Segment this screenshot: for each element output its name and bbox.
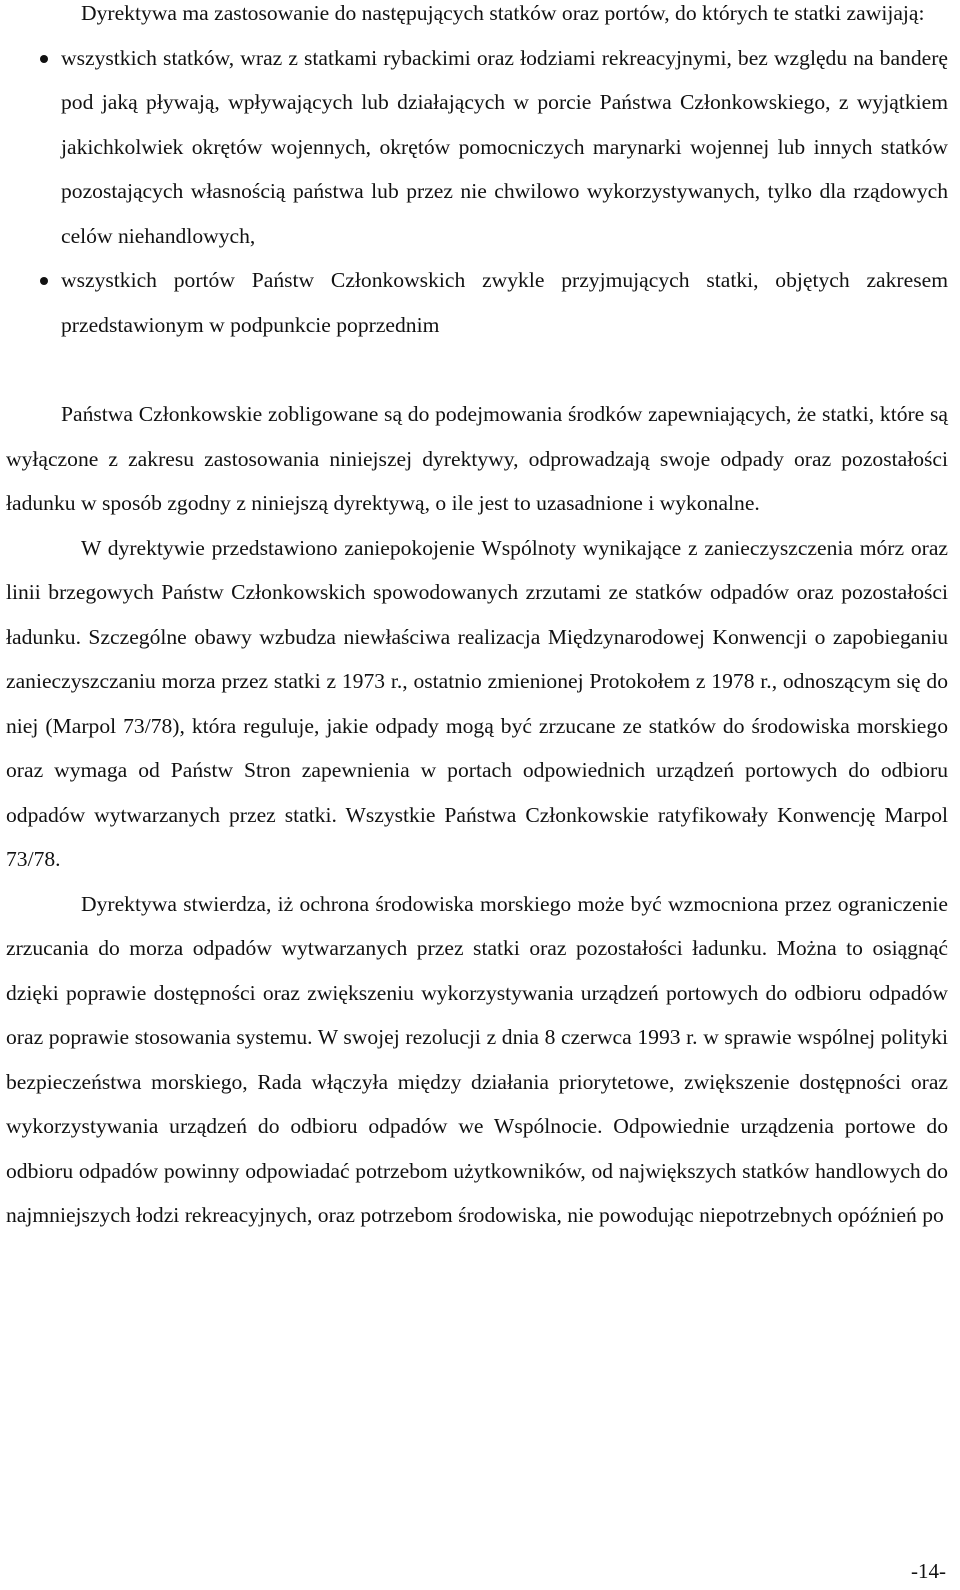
intro-paragraph: Dyrektywa ma zastosowanie do następujących statków oraz portów, do których te statki zawijają:: [81, 1, 925, 25]
paragraph-community-concern: W dyrektywie przedstawiono zaniepokojenie Wspólnoty wynikające z zanieczyszczenia mórz oraz linii brzegowych Państw Członkowskich spowodowanych zrzutami ze statków odpadów oraz pozostałości ładunku. Szczególne obawy wzbudza niewłaściwa realizacja Międzynarodowej Konwencji o zapobieganiu zanieczyszczaniu morza przez statki z 1973 r., ostatnio zmienionej Protokołem z 1978 r., odnoszącym się do niej (Marpol 73/78), która reguluje, jakie odpady mogą być zrzucane ze statków do środowiska morskiego oraz wymaga od Państw Stron zapewnienia w portach odpowiednich urządzeń portowych do odbioru odpadów wytwarzanych przez statki. Wszystkie Państwa Członkowskie ratyfikowały Konwencję Marpol 73/78.: [6, 535, 948, 871]
paragraph-member-states: Państwa Członkowskie zobligowane są do podejmowania środków zapewniających, że statki, które są wyłączone z zakresu zastosowania niniejszej dyrektywy, odprowadzają swoje odpady oraz pozostałości ładunku w sposób zgodny z niniejszą dyrektywą, o ile jest to uzasadnione i wykonalne.: [6, 402, 948, 515]
paragraph-spacer: [6, 347, 948, 392]
page-number: -14-: [911, 1559, 946, 1583]
paragraph-environment-protection: Dyrektywa stwierdza, iż ochrona środowiska morskiego może być wzmocniona przez ograniczenie zrzucania do morza odpadów wytwarzanych przez statki oraz pozostałości ładunku. Można to osiągnąć dzięki poprawie dostępności oraz zwiększeniu wykorzystywania urządzeń portowych do odbioru odpadów oraz poprawie stosowania systemu. W swojej rezolucji z dnia 8 czerwca 1993 r. w sprawie wspólnej polityki bezpieczeństwa morskiego, Rada włączyła między działania priorytetowe, zwiększenie dostępności oraz wykorzystywania urządzeń do odbioru odpadów we Wspólnocie. Odpowiednie urządzenia portowe do odbioru odpadów powinny odpowiadać potrzebom użytkowników, od największych statków handlowych do najmniejszych łodzi rekreacyjnych, oraz potrzebom środowiska, nie powodując niepotrzebnych opóźnień po: [6, 891, 948, 1227]
bullet-icon: [40, 55, 48, 63]
bullet-text: wszystkich portów Państw Członkowskich zwykle przyjmujących statki, objętych zakresem przedstawionym w podpunkcie poprzednim: [61, 268, 948, 337]
bullet-item-ships: [6, 36, 948, 259]
bullet-text: wszystkich statków, wraz z statkami rybackimi oraz łodziami rekreacyjnymi, bez względu na banderę pod jaką pływają, wpływających lub działających w porcie Państwa Członkowskiego, z wyjątkiem jakichkolwiek okrętów wojennych, okrętów pomocniczych marynarki wojennej lub innych statków pozostających własnością państwa lub przez nie chwilowo wykorzystywanych, tylko dla rządowych celów niehandlowych,: [61, 45, 948, 248]
bullet-item-ports: [6, 258, 948, 347]
bullet-icon: [40, 277, 48, 285]
bullet-list: [6, 36, 948, 348]
document-page: [6, 0, 948, 1238]
